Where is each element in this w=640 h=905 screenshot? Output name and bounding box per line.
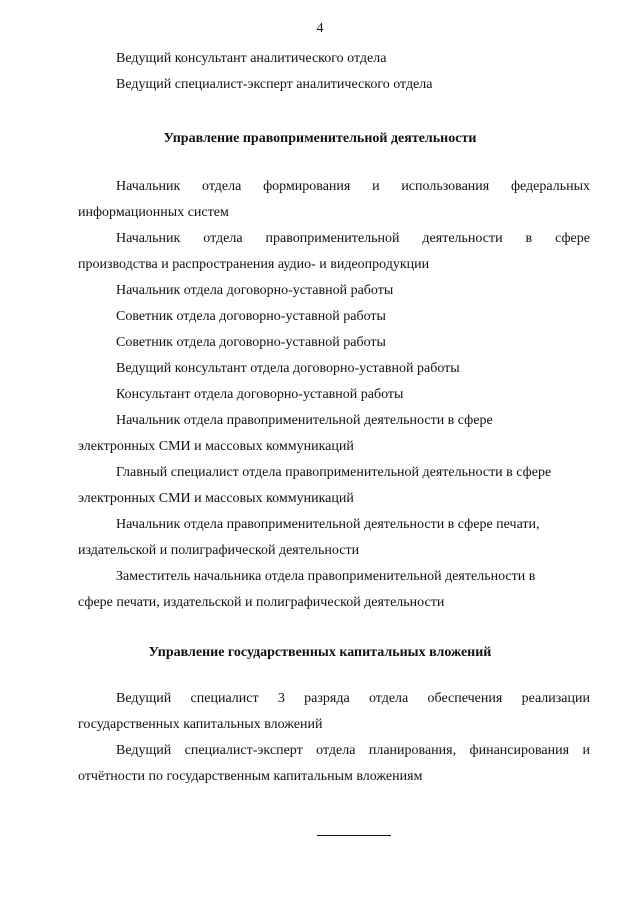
list-item: Начальник отдела договорно-уставной работы: [116, 283, 394, 298]
list-item-continuation: электронных СМИ и массовых коммуникаций: [78, 491, 354, 506]
list-item: Ведущий специалист-эксперт аналитического отдела: [116, 77, 433, 92]
top-items-list: [78, 46, 590, 98]
list-item: Ведущий специалист 3 разряда отдела обеспечения реализации: [116, 691, 590, 706]
list-item: Заместитель начальника отдела правоприменительной деятельности в: [116, 569, 536, 584]
list-item: Советник отдела договорно-уставной работы: [116, 335, 386, 350]
list-item-continuation: государственных капитальных вложений: [78, 717, 323, 732]
section1-list: [78, 174, 590, 616]
list-item: Ведущий специалист-эксперт отдела планирования, финансирования и: [116, 743, 590, 758]
list-item: Ведущий консультант аналитического отдела: [116, 51, 387, 66]
list-item-continuation: электронных СМИ и массовых коммуникаций: [78, 439, 354, 454]
list-item: Начальник отдела формирования и использования федеральных: [116, 179, 590, 194]
list-item-continuation: производства и распространения аудио- и видеопродукции: [78, 257, 430, 272]
list-item: Главный специалист отдела правоприменительной деятельности в сфере: [116, 465, 552, 480]
list-item-continuation: издательской и полиграфической деятельности: [78, 543, 360, 558]
list-item-continuation: информационных систем: [78, 205, 229, 220]
list-item-continuation: сфере печати, издательской и полиграфической деятельности: [78, 595, 445, 610]
list-item: Советник отдела договорно-уставной работы: [116, 309, 386, 324]
list-item: Начальник отдела правоприменительной деятельности в сфере: [116, 413, 493, 428]
list-item: Ведущий консультант отдела договорно-уставной работы: [116, 361, 460, 376]
list-item: Начальник отдела правоприменительной деятельности в сфере печати,: [116, 517, 540, 532]
list-item-continuation: отчётности по государственным капитальным вложениям: [78, 769, 423, 784]
section-heading: Управление правоприменительной деятельности: [163, 131, 477, 146]
list-item: Консультант отдела договорно-уставной работы: [116, 387, 404, 402]
section2-list: [78, 686, 590, 790]
section-heading: Управление государственных капитальных вложений: [148, 645, 492, 660]
page-number: 4: [316, 21, 324, 36]
list-item: Начальник отдела правоприменительной деятельности в сфере: [116, 231, 590, 246]
end-divider: [317, 835, 391, 836]
